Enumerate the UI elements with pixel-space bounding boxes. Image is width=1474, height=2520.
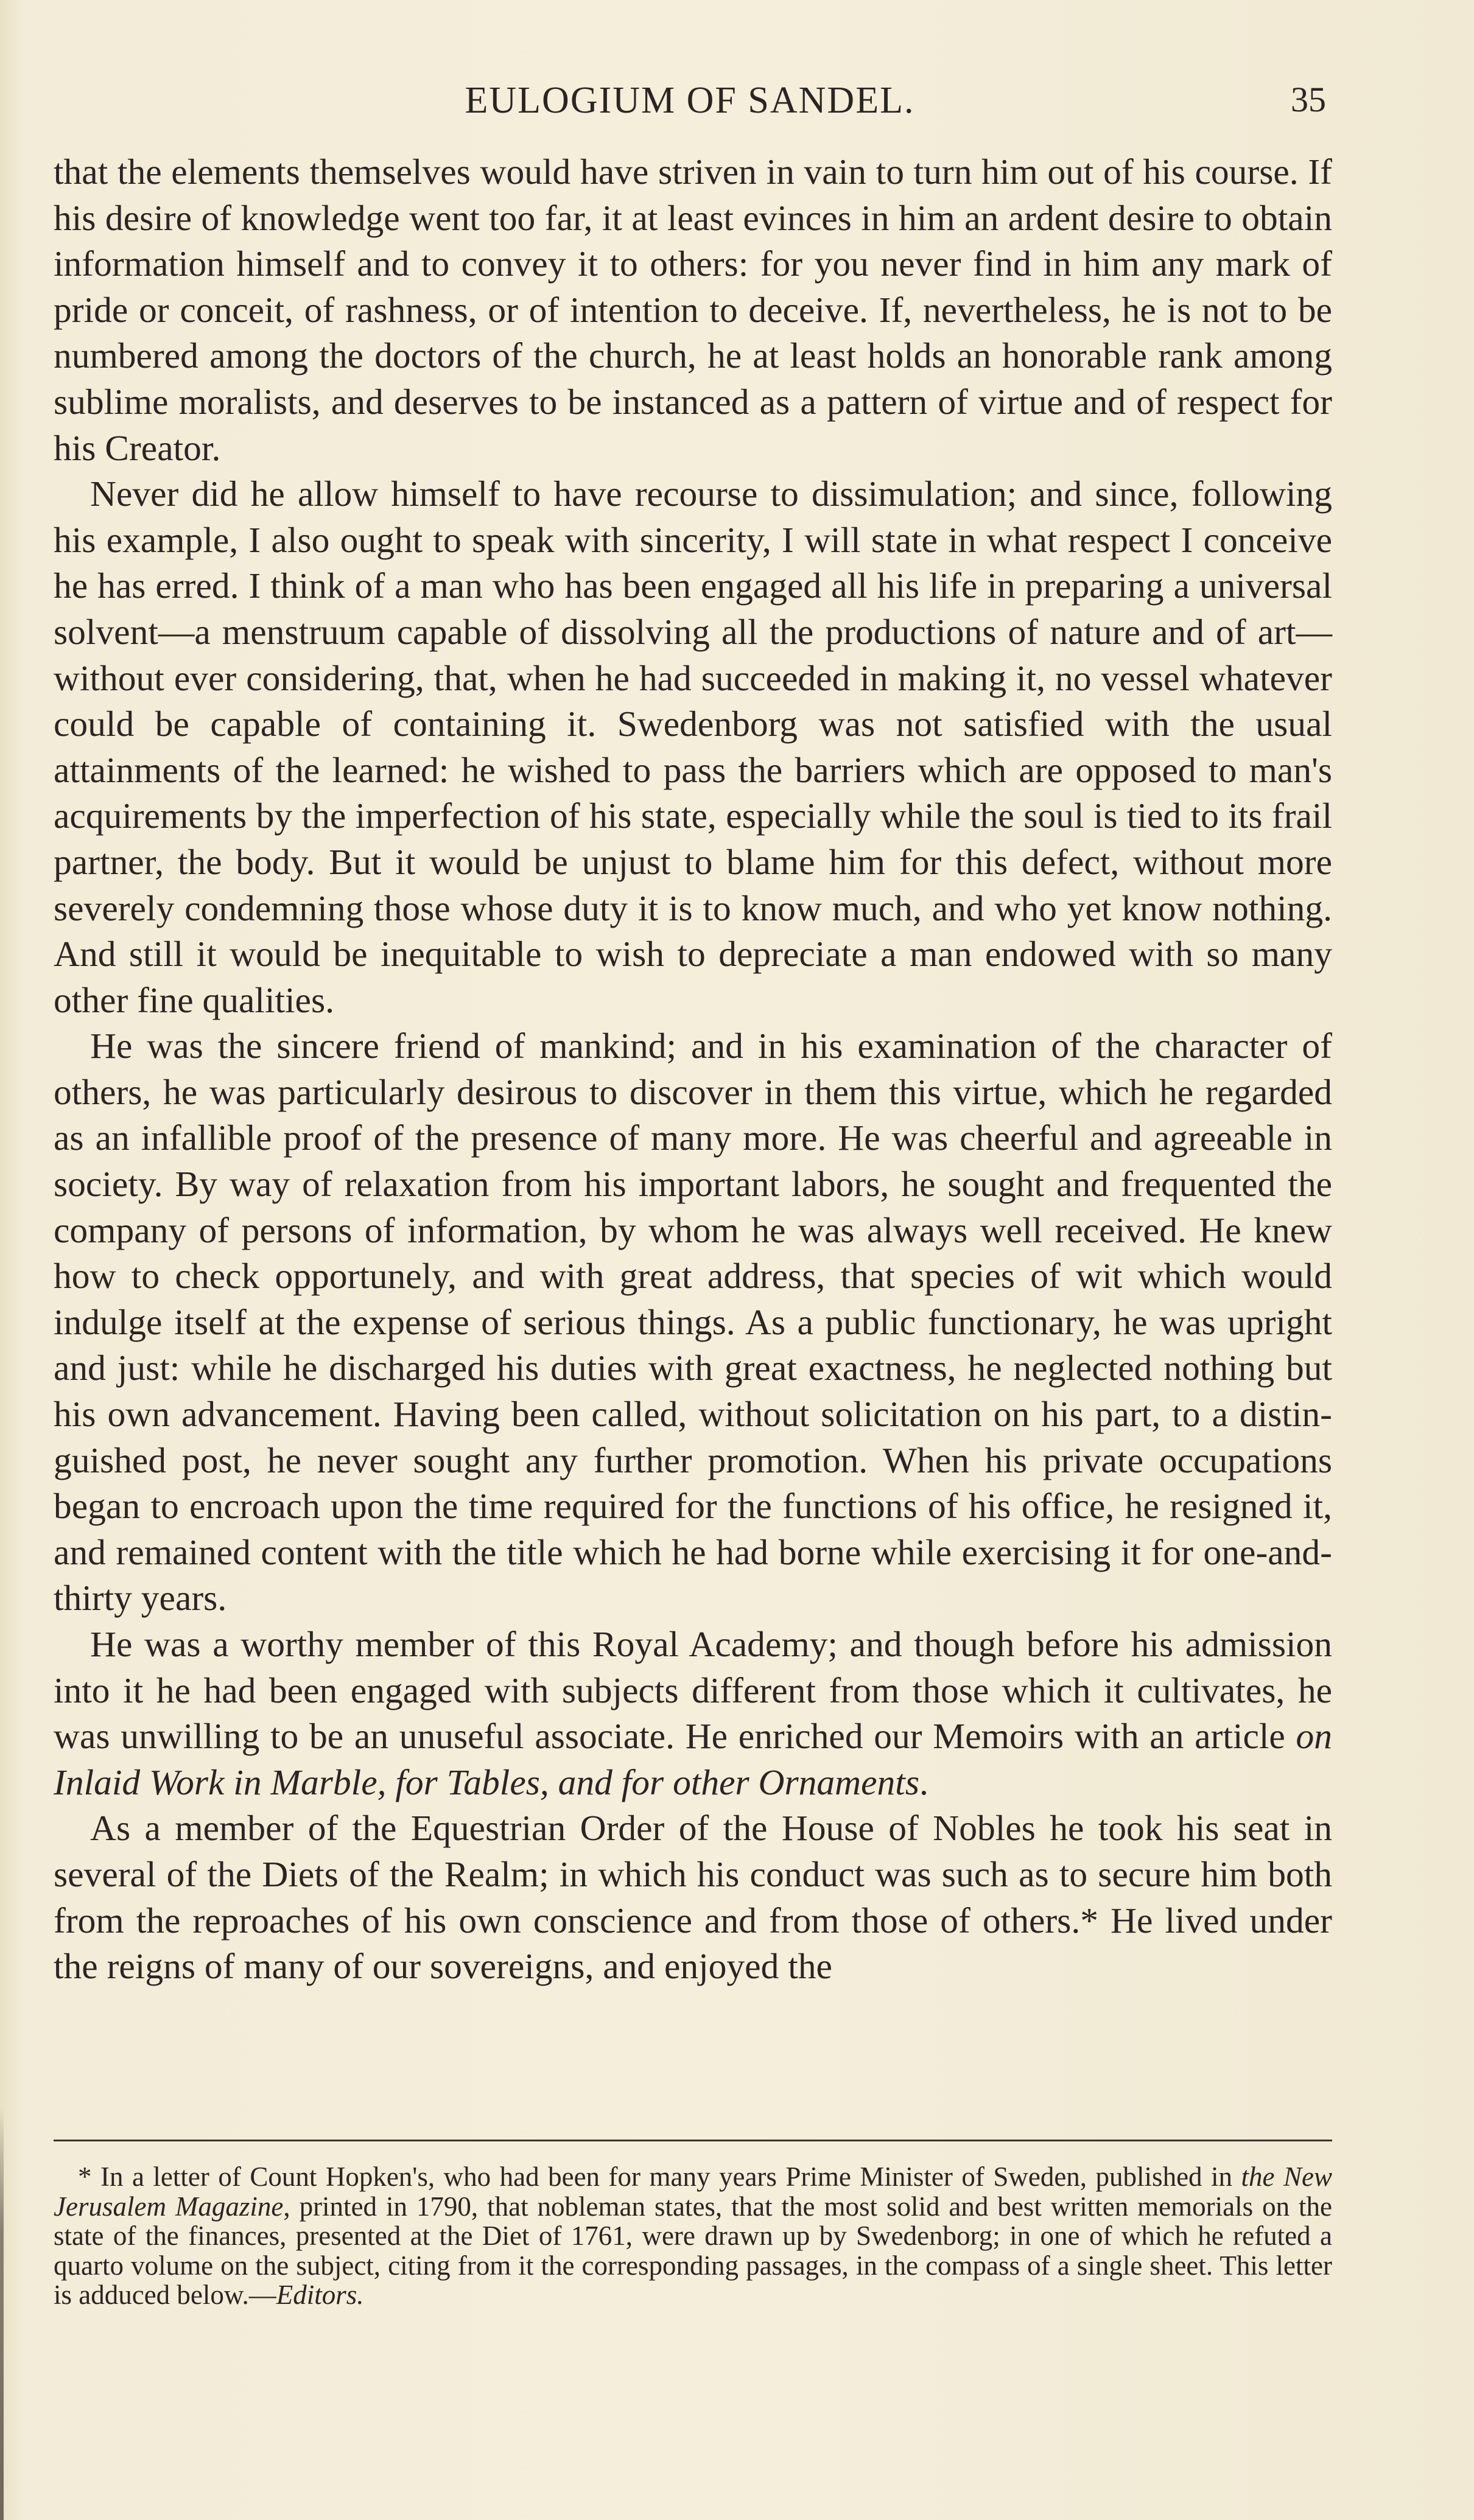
paragraph-5: As a member of the Equestrian Order of the House of Nobles he took his seat in several of the Diets of the Realm; in which his conduct was such as to secure him both from the reproaches of his own conscience and from those of others.* He lived under the reigns of many of our sovereigns, and enjoyed the — [54, 1808, 1332, 1987]
running-head: EULOGIUM OF SANDEL. — [465, 80, 915, 121]
paragraph-4 — [54, 1622, 1332, 1805]
page-edge-shadow — [0, 2106, 4, 2520]
footnote-text-cont: , printed in 1790, that nobleman states, that the most solid and best written memorials on the state of the finances, presented at the Diet of 1761, were drawn up by Swedenborg; in one of which he refuted a quarto volume on the subject, citing from it the corresponding passages, in the compass of a single sheet. This letter is adduced below.— — [54, 2191, 1332, 2310]
paragraph-2: Never did he allow himself to have recourse to dissimulation; and since, following his example, I also ought to speak with sincerity, I will state in what respect I conceive he has erred. I think of a man who has been engaged all his life in preparing a universal solvent—a menstruum capable of dissolving all the productions of nature and of art—without ever considering, that, when he had succeeded in making it, no vessel whatever could be capable of containing it. Swedenborg was not satisfied with the usual attainments of the learned: he wished to pass the barriers which are opposed to man's acquirements by the imperfection of his state, especially while the soul is tied to its frail partner, the body. But it would be unjust to blame him for this defect, without more severely condemning those whose duty it is to know much, and who yet know nothing. And still it would be inequitable to wish to depreciate a man endowed with so many other fine qualities. — [54, 474, 1332, 1020]
footnote-editors: Editors. — [276, 2280, 364, 2310]
paragraph-1: that the elements themselves would have striven in vain to turn him out of his course. If his desire of knowledge went too far, it at least evinces in him an ardent desire to obtain information himself and to convey it to others: for you never find in him any mark of pride or conceit, of rashness, or of intention to deceive. If, nevertheless, he is not to be numbered among the doctors of the church, he at least holds an honorable rank among sublime moralists, and deserves to be instanced as a pattern of virtue and of respect for his Creator. — [54, 152, 1332, 468]
paragraph-4-end: . — [919, 1762, 928, 1802]
paragraph-3: He was the sincere friend of mankind; and in his examination of the character of others, he was particularly desirous to discover in them this virtue, which he regarded as an infallible proof of the presence of many more. He was cheerful and agreeable in society. By way of relaxation from his important labors, he sought and frequented the company of persons of information, by whom he was always well received. He knew how to check opportunely, and with great address, that species of wit which would indulge itself at the expense of serious things. As a public functionary, he was upright and just: while he discharged his duties with great exactness, he neglected nothing but his own advancement. Having been called, without solicitation on his part, to a distinguished post, he never sought any further promotion. When his private occupations began to encroach upon the time required for the functions of his office, he resigned it, and remained content with the title which he had borne while exercising it for one-and-thirty years. — [54, 1026, 1332, 1619]
paragraph-4-article-title: on Inlaid Work in Marble, for Tables, and for other Ornaments — [54, 1716, 1332, 1802]
page-number: 35 — [1291, 80, 1326, 119]
footnote-rule — [54, 2140, 1332, 2141]
paragraph-4-text: He was a worthy member of this Royal Academy; and though before his admission into it he had been engaged with subjects different from those which it cultivates, he was unwilling to be an unuseful associate. He enriched our Memoirs with an article — [54, 1624, 1332, 1757]
footnote — [54, 2162, 1332, 2310]
body-text — [54, 149, 1332, 1990]
footnote-publication: the New Jerusalem Magazine — [54, 2161, 1332, 2222]
page-header — [54, 73, 1326, 134]
footnote-text: * In a letter of Count Hopken's, who had been for many years Prime Minister of Sweden, published in — [78, 2161, 1241, 2192]
